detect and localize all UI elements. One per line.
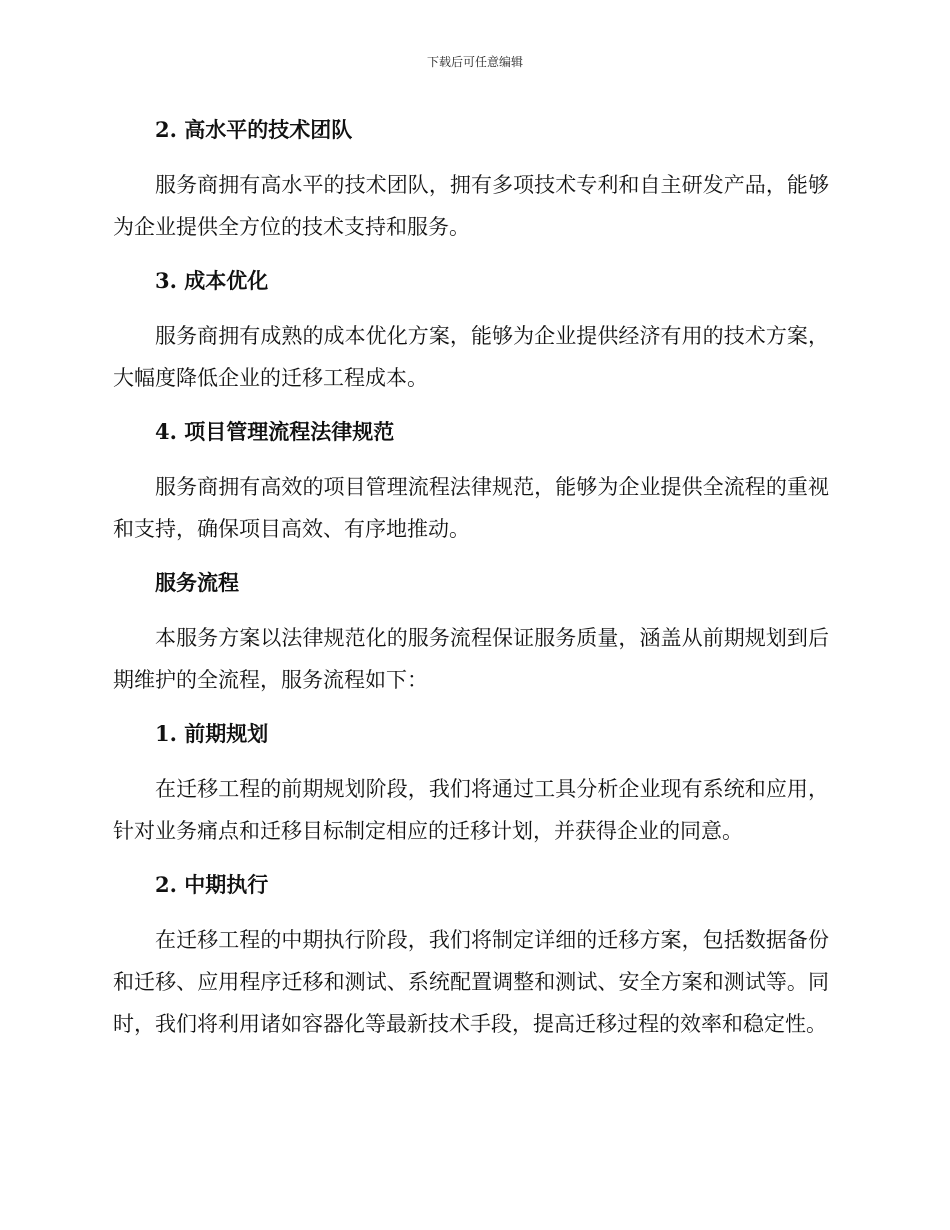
spacer <box>113 399 829 413</box>
paragraph-tech-team: 服务商拥有高水平的技术团队，拥有多项技术专利和自主研发产品，能够为企业提供全方位的技术支持和服务。 <box>113 173 829 239</box>
paragraph-early-planning: 在迁移工程的前期规划阶段，我们将通过工具分析企业现有系统和应用，针对业务痛点和迁移目标制定相应的迁移计划，并获得企业的同意。 <box>113 777 829 843</box>
spacer <box>113 149 829 164</box>
spacer <box>113 248 829 262</box>
section-heading-service-process: 服务流程 <box>155 570 239 595</box>
paragraph-cost-optimization: 服务商拥有成熟的成本优化方案，能够为企业提供经济有用的技术方案，大幅度降低企业的迁移工程成本。 <box>113 324 829 390</box>
spacer <box>113 550 829 564</box>
section-heading-project-management: 4. 项目管理流程法律规范 <box>155 419 395 444</box>
spacer <box>113 451 829 466</box>
section-heading-mid-execution: 2. 中期执行 <box>155 872 269 897</box>
spacer <box>113 602 829 617</box>
page-header: 下载后可任意编辑 <box>426 55 523 69</box>
paragraph-service-process: 本服务方案以法律规范化的服务流程保证服务质量，涵盖从前期规划到后期维护的全流程，服务流程如下： <box>113 626 829 692</box>
spacer <box>113 904 829 919</box>
paragraph-project-management: 服务商拥有高效的项目管理流程法律规范，能够为企业提供全流程的重视和支持，确保项目高效、有序地推动。 <box>113 475 829 541</box>
spacer <box>113 753 829 768</box>
spacer <box>113 701 829 715</box>
document-body <box>113 111 829 1045</box>
section-heading-tech-team: 2. 高水平的技术团队 <box>155 117 353 142</box>
paragraph-mid-execution: 在迁移工程的中期执行阶段，我们将制定详细的迁移方案，包括数据备份和迁移、应用程序迁移和测试、系统配置调整和测试、安全方案和测试等。同时，我们将利用诸如容器化等最新技术手段，提高迁移过程的效率和稳定性。 <box>113 928 829 1036</box>
spacer <box>113 852 829 866</box>
spacer <box>113 300 829 315</box>
section-heading-early-planning: 1. 前期规划 <box>155 721 269 746</box>
section-heading-cost-optimization: 3. 成本优化 <box>155 268 269 293</box>
